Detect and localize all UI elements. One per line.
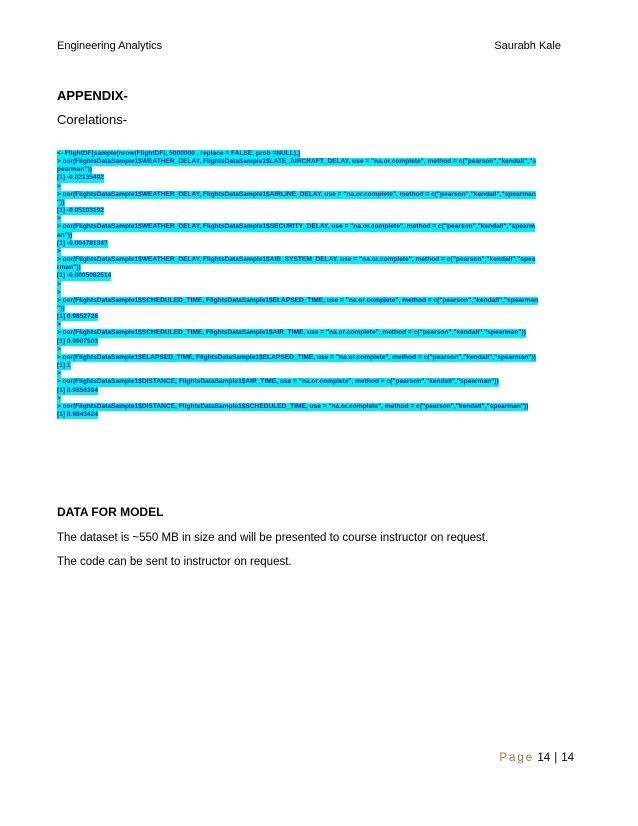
code-line: [1] 0.9852726 <box>57 313 99 321</box>
code-line: > cor(FlightsDataSample1$SCHEDULED_TIME, FlightsDataSample1$AIR_TIME, use = "na.or.complete", method = c("pearson","kendall","spearman")) <box>57 329 526 337</box>
code-line: > <box>57 345 61 353</box>
code-line: <- FlightDF[sample(nrow(FlightDF), 5000000 , replace = FALSE, prob =NULL),] <box>57 150 301 157</box>
page-footer <box>499 752 574 764</box>
correlations-subheading: Corelations- <box>57 112 128 127</box>
page-separator: | <box>554 752 558 764</box>
code-line: > cor(FlightsDataSample1$WEATHER_DELAY, FlightsDataSample1$AIRLINE_DELAY, use = "na.or.complete", method = c("pearson","kendall","spearman <box>57 190 536 198</box>
code-line: [1] 0.9856394 <box>57 386 99 394</box>
code-line: ")) <box>57 304 65 312</box>
code-line: ")) <box>57 198 65 206</box>
code-line: > cor(FlightsDataSample1$WEATHER_DELAY, FlightsDataSample1$LATE_AIRCRAFT_DELAY, use = "na.or.complete", method = c("pearson","kendall","s <box>57 158 536 166</box>
code-line: an")) <box>57 231 73 239</box>
code-line: [1] 0.9907503 <box>57 337 99 345</box>
code-line: pearman")) <box>57 166 93 174</box>
code-line: [1] -0.0005082514 <box>57 272 112 280</box>
data-for-model-heading: DATA FOR MODEL <box>57 505 164 519</box>
code-line: > cor(FlightsDataSample1$SCHEDULED_TIME, FlightsDataSample1$ELAPSED_TIME, use = "na.or.complete", method = c("pearson","kendall","spearman <box>57 296 539 304</box>
code-line: > cor(FlightsDataSample1$ELAPSED_TIME, FlightsDataSample1$ELAPSED_TIME, use = "na.or.complete", method = c("pearson","kendall","spearman")) <box>57 353 536 361</box>
code-line: > cor(FlightsDataSample1$WEATHER_DELAY, FlightsDataSample1$AIR_SYSTEM_DELAY, use = "na.or.complete", method = c("pearson","kendall","spea <box>57 256 536 264</box>
code-line: [1] 1 <box>57 362 71 370</box>
code-line: > <box>57 321 61 329</box>
dataset-size-paragraph: The dataset is ~550 MB in size and will be presented to course instructor on request. <box>57 532 489 544</box>
page-current: 14 <box>537 752 551 764</box>
code-line: rman")) <box>57 264 81 272</box>
code-availability-paragraph: The code can be sent to instructor on request. <box>57 556 292 568</box>
code-line: > <box>57 280 61 288</box>
code-line: > <box>57 370 61 378</box>
code-line: > <box>57 215 61 223</box>
code-line: > cor(FlightsDataSample1$DISTANCE, FlightsDataSample1$SCHEDULED_TIME, use = "na.or.complete", method = c("pearson","kendall","spearman")) <box>57 402 529 410</box>
code-line: > <box>57 182 61 190</box>
header-left-title: Engineering Analytics <box>57 40 163 52</box>
code-line: [1] -0.004781347 <box>57 239 108 247</box>
code-line: [1] -0.05103192 <box>57 207 104 215</box>
code-line: > <box>57 394 61 402</box>
appendix-heading: APPENDIX- <box>57 88 128 103</box>
page-total: 14 <box>561 752 574 764</box>
code-line: > <box>57 247 61 255</box>
code-line: > cor(FlightsDataSample1$WEATHER_DELAY, FlightsDataSample1$SECURITY_DELAY, use = "na.or.complete", method = c("pearson","kendall","spearm <box>57 223 536 231</box>
header-author: Saurabh Kale <box>494 40 561 52</box>
page-word: Page <box>499 752 535 764</box>
highlighted-code-block <box>57 150 587 419</box>
code-line: [1] -0.02135492 <box>57 174 104 182</box>
code-line: [1] 0.9843424 <box>57 411 99 418</box>
code-line: > cor(FlightsDataSample1$DISTANCE, FlightsDataSample1$AIR_TIME, use = "na.or.complete", method = c("pearson","kendall","spearman")) <box>57 378 499 386</box>
code-line: > <box>57 288 61 296</box>
